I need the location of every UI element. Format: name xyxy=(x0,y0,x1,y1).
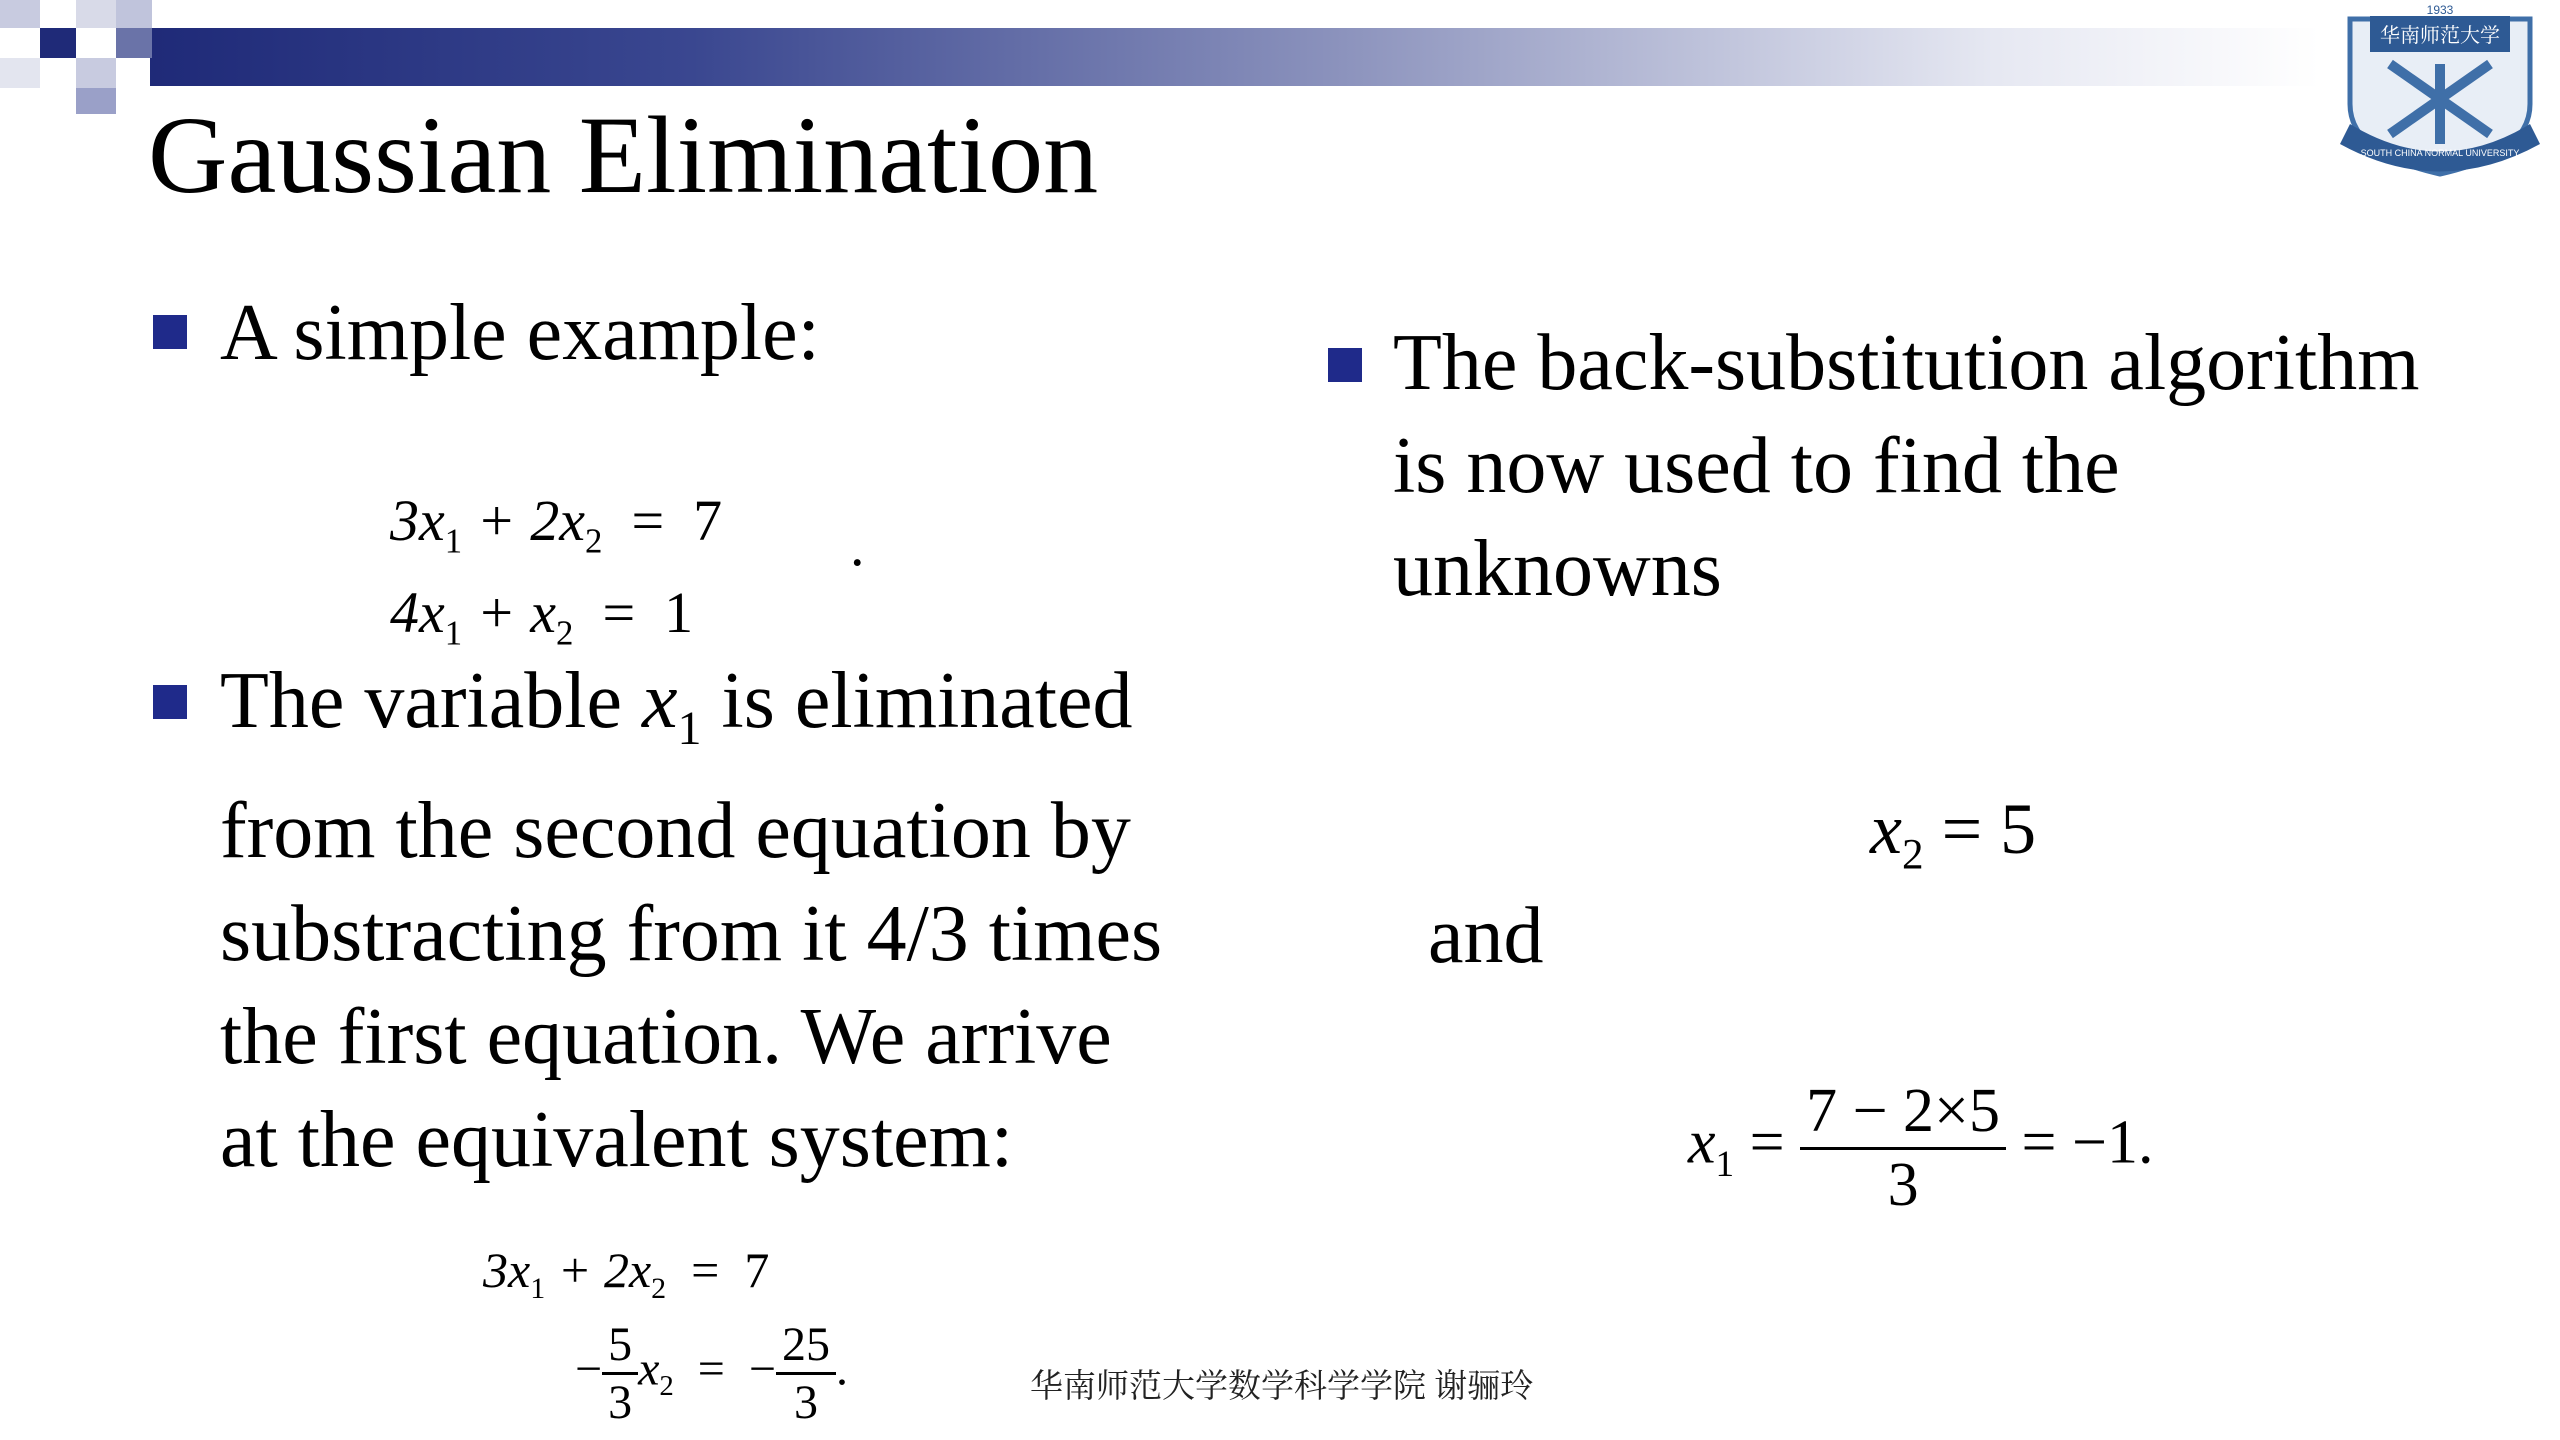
system2-eq2: − $\frac{5}{3}$ $x_2$ = − $\frac{25}{3}$ . xyxy=(575,1318,848,1429)
header-square xyxy=(116,28,152,58)
bullet2-line1: The variable $x_1$ is eliminated xyxy=(220,657,1133,755)
slide-title: Gaussian Elimination xyxy=(148,94,1099,216)
logo-year: 1933 xyxy=(2426,4,2454,17)
logo-name-cn: 华南师范大学 xyxy=(2380,23,2500,47)
header-square xyxy=(76,0,116,28)
header-square xyxy=(76,58,116,88)
system1-eq2: $4x_1 + x_2 = 1$ xyxy=(390,580,694,653)
x1-result: $x_1$ = $\frac{7 - 2\times 5}{3}$ = −1. xyxy=(1688,1077,2154,1219)
bullet2-line: substracting from it 4/3 times xyxy=(220,890,1163,978)
x2-result: $x_2 = 5$ xyxy=(1870,789,2037,879)
university-logo xyxy=(2330,4,2550,179)
bullet2-line: at the equivalent system: xyxy=(220,1096,1014,1184)
footer-text: 华南师范大学数学科学学院 谢骊玲 xyxy=(1030,1369,1534,1405)
logo-name-en: SOUTH CHINA NORMAL UNIVERSITY xyxy=(2360,148,2520,158)
bullet-back-substitution xyxy=(1393,312,2419,621)
system1-period: . xyxy=(850,513,865,578)
system2-eq1: $3x_1 + 2x_2 = 7$ xyxy=(483,1242,770,1305)
header-square xyxy=(116,0,152,28)
and-text: and xyxy=(1428,892,1544,980)
system1-eq1: $3x_1 + 2x_2 = 7$ xyxy=(390,488,723,561)
header-square xyxy=(0,0,40,28)
header-band xyxy=(150,28,2320,86)
bullet-icon xyxy=(153,315,187,349)
bullet3-line: unknowns xyxy=(1393,525,1722,613)
header-square xyxy=(76,88,116,114)
bullet-icon xyxy=(153,685,187,719)
bullet2-line: the first equation. We arrive xyxy=(220,993,1112,1081)
bullet3-line: is now used to find the xyxy=(1393,422,2120,510)
bullet-icon xyxy=(1328,348,1362,382)
bullet2-line: from the second equation by xyxy=(220,787,1131,875)
header-square xyxy=(40,28,76,58)
bullet-variable-eliminated xyxy=(220,650,1162,1192)
header-square xyxy=(0,58,40,88)
bullet-simple-example: A simple example: xyxy=(220,289,820,377)
bullet3-line: The back-substitution algorithm xyxy=(1393,319,2420,407)
